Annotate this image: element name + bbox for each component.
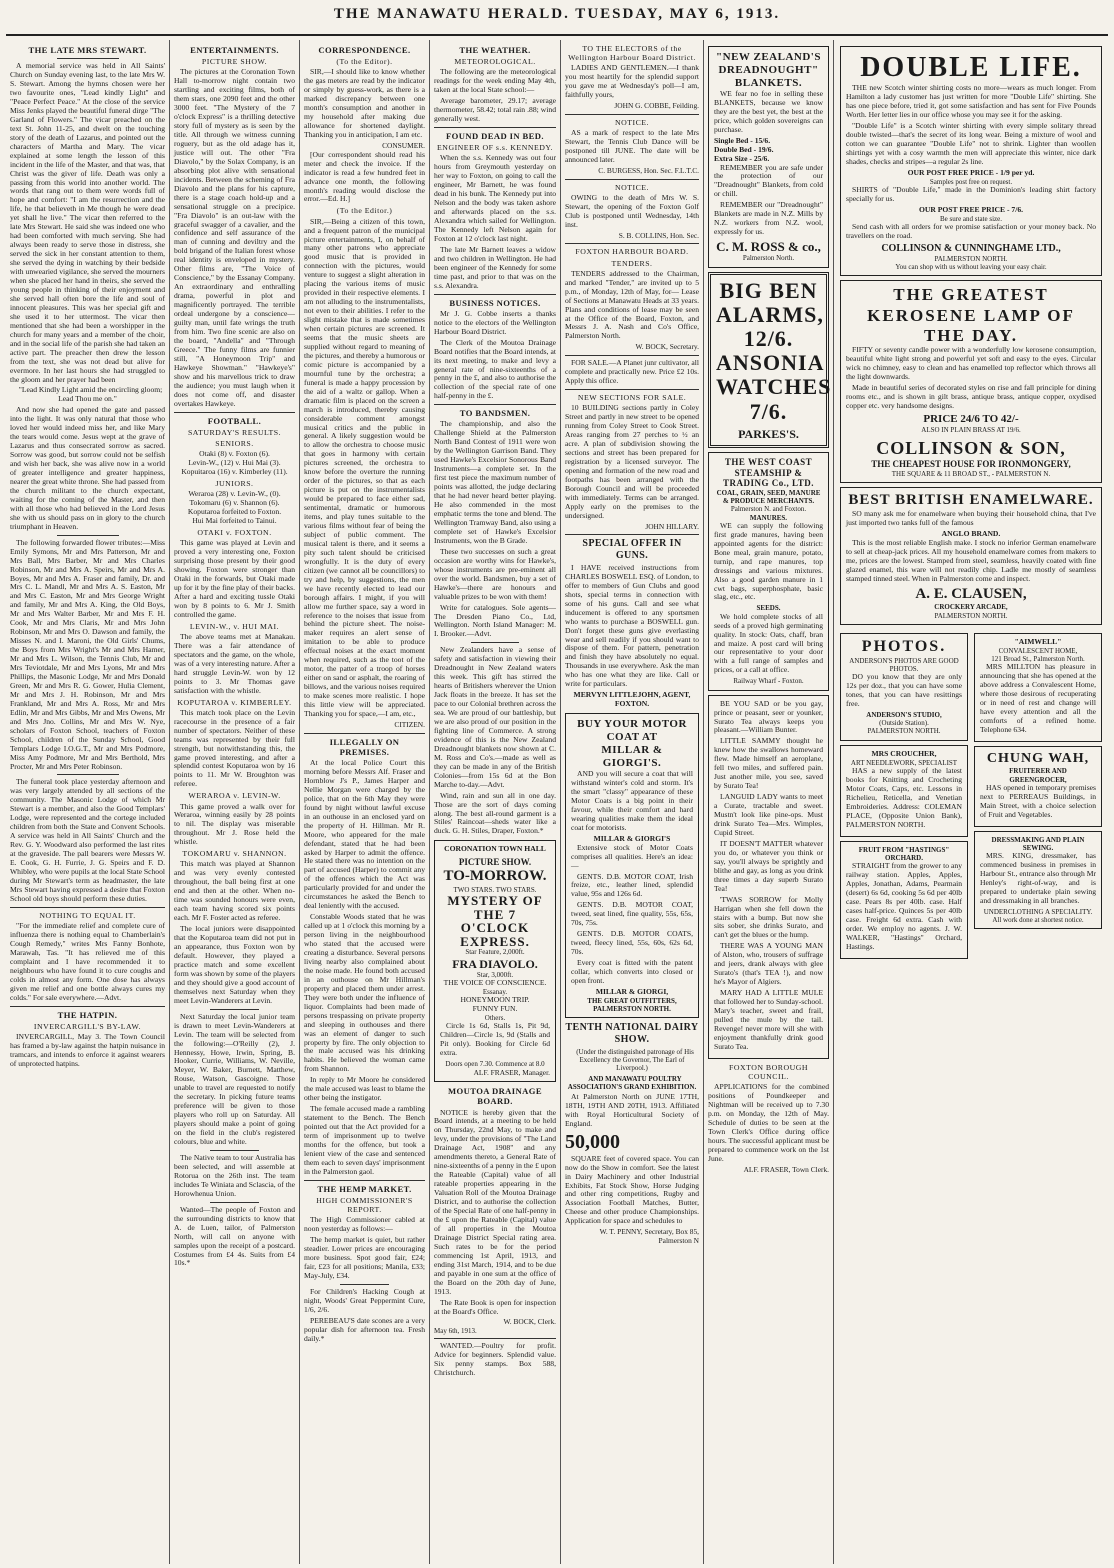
- article-paragraph: For Children's Hacking Cough at night, Woods' Great Peppermint Cure, 1/6, 2/6.: [304, 1287, 425, 1314]
- ad-subtitle: ANDERSON'S PHOTOS ARE GOOD PHOTOS.: [849, 656, 959, 673]
- ad-big-number: 50,000: [565, 1131, 620, 1154]
- result-line: Levin-W., (12) v. Hui Mai (3).: [188, 458, 281, 468]
- result-line: Hui Mai forfeited to Tainui.: [192, 515, 277, 525]
- notice-body: 10 BUILDING sections partly in Coley Street and partly in new street to be opened running from Coley Street to Cook Street. Areas ranging from 27 perches to ½ an acre. A plan of subdivision showing the sections and street has been prepared for registration by a licensed surveyor. The opening and formation of the new road and footpaths has been arranged with the Borough Council and will be proceeded with immediately. Terms can be arranged. Apply early on the premises to the undersigned.: [565, 403, 699, 520]
- editor-note: [Our correspondent should read his meter and check the invoice. If the indicator is read a few hundred feet in advance one month, the following month's reading would disclose the error.—Ed. H.]: [304, 149, 425, 204]
- ad-heading: MANURES.: [749, 513, 788, 522]
- article-paragraph: The High Commissioner cabled at noon yesterday as follows:—: [304, 1215, 425, 1234]
- article-paragraph: Wind, rain and sun all in one day. Those are the sort of days coming along. The best all-round garment is a Stiles' Raincoat—sheds water like a duck. G. H. Stiles, Draper, Foxton.*: [434, 790, 556, 836]
- ad-body: FIFTY or seventy candle power with a wonderfully low kerosene consumption, beautiful white light strong and powerful yet soft and easy to the eyes. Circular wick no chimney, easy to clean and has enamelled top reflector which throws all the light downwards.: [846, 345, 1096, 382]
- article-paragraph: This game was played at Levin and proved a very interesting one, Foxton surprising those present by their good showing. Foxton were stronger than Otaki in the forwards, but Otaki made up for it by the fine play of their backs. After a hard and exciting tussle Otaki won by 8 points to 6. Mr J. Smith controlled the game.: [174, 538, 295, 619]
- ad-signature: MILLAR & GIORGI,: [595, 986, 669, 996]
- fruiterer-ad: [974, 746, 1102, 827]
- ad-place: PALMERSTON NORTH.: [934, 254, 1008, 263]
- match-title: KOPUTAROA v. KIMBERLEY.: [177, 697, 292, 707]
- article-title: THE HEMP MARKET.: [317, 1183, 412, 1194]
- match-title: OTAKI v. FOXTON.: [197, 527, 272, 537]
- notice-body: AS a mark of respect to the late Mrs Stewart, the Tennis Club Dance will be postponed till JUNE. The date will be announced later.: [565, 128, 699, 164]
- article-paragraph: A memorial service was held in All Saints' Church on Sunday evening last, to the late Mrs W. S. Stewart. Among the hymns chosen were her two favourite ones, "Lead kindly Light" and "Peace Perfect Peace." At the close of the service Miss Jenks played the beautiful funeral dirge "The Garland of Flowers." The vicar preached on the text St. John 11-25, and dwelt on the touching story of the death of Lazarus, and pointed out the characters of Martha and Mary. The vicar explained at some length the lesson of this incident in the life of the Master, and that was, that Christ was the giver of life. Death was only a passing from this world into another world. The words that rang out to them were words full of hope and comfort: "I am the resurrection and the life, he that believeth in Me though he were dead yet shall he live." The vicar then referred to the late Mrs Stewart. He said she was indeed one who had been comforted with much serving. She had always been ready to serve those in distress, she served the sick in her constant attention to them, she served the dying in watching by their bedside with unwearied vigilance, she served the mourners when she placed her hand in theirs, she served the young people in thinking of their enjoyment and she served hall often bore the life and soul of innocent pleasures. This was her special gift and she used it to her uttermost. The vicar then mentioned that she had been a worshipper in the church for many years and a member of the choir, and in the social life of the parish she had taken an active part. The preacher then drew the lesson from the text, she was not dead but alive for evermore. In her last hours she had struggled to the gloom and her prayer had been: [10, 61, 165, 384]
- ad-title: CORONATION TOWN HALL: [444, 844, 546, 854]
- ad-shop: MILLAR & GIORGI'S.: [601, 744, 663, 770]
- ad-title: BUY YOUR MOTOR COAT AT: [577, 718, 687, 744]
- ad-item: GENTS. D.B. MOTOR COATS, tweed, fleecy lined, 55s, 60s, 62s 6d, 70s.: [571, 929, 693, 957]
- ad-title: THE WEST COAST STEAMSHIP & TRADING Co., LTD.: [723, 457, 814, 489]
- article-paragraph: The hemp market is quiet, but rather steadier. Lower prices are encouraging more business. Spot good fair, £24; fair, £23 for all positions; Manila, £33; May-July, £34.: [304, 1235, 425, 1281]
- article-paragraph: This match took place on the Levin racecourse in the presence of a fair number of spectators. Neither of these teams was represented by their full strength, but notwithstanding this, the game proved interesting, and after a splendid contest Koputaroa won by 16 points to 11. Mr W. Broughton was referee.: [174, 707, 295, 789]
- ad-signature: MERVYN LITTLEJOHN, AGENT, FOXTON.: [573, 690, 691, 709]
- notice-body: LADIES AND GENTLEMEN.—I thank you most heartily for the splendid support you gave me at Wednesday's poll—I am, faithfully yours,: [565, 63, 699, 100]
- ad-shop: COLLINSON & CUNNINGHAME LTD.,: [881, 242, 1061, 254]
- notice-subtitle: TENDERS.: [611, 258, 653, 268]
- ad-headline: WATCHES: [716, 374, 832, 400]
- ad-stars: TWO STARS. TWO STARS.: [453, 885, 537, 894]
- ad-film-note: Star, 3,000ft.: [476, 970, 514, 979]
- ad-body: AND you will secure a coat that will withstand winter's cold and storm. It's the smart "classy" appearance of these Motor Coats is a big point in their favour, while their comfort and hard wearing qualities make them the ideal coat for motorists.: [571, 769, 693, 832]
- tea-verse: LANGUID LADY wants to meet a Curate, tractable and sweet. Mustn't look like pine-ops. Must drink Surato Tea—Mrs. Wimples, Cupid Street.: [714, 792, 823, 837]
- tea-verse: LITTLE SAMMY thought he knew how the swallows homeward flew. Made himself an aeroplane, fell two miles, and suffered pain. Just another mile, you see, saved by Surato Tea!: [714, 736, 823, 791]
- ad-place: PALMERSTON NORTH.: [934, 611, 1008, 620]
- price-line: Extra Size - 25/6.: [714, 153, 770, 163]
- ad-body: REMEMBER you are safe under the protection of our "Dreadnought" Blankets, from cold or chill.: [714, 162, 823, 199]
- ad-body: THE new Scotch winter shirting costs no more—wears as much longer. From Hamilton a lady customer has just written for more "Double Life" shirting. She has one piece before, tried it, got some satisfaction and has sent for Five Pounds Worth. Her letter lies in our office whose you may see it for the asking.: [846, 83, 1096, 119]
- ad-brand: ANGLO BRAND.: [941, 528, 1001, 538]
- article-title: TO BANDSMEN.: [459, 408, 531, 419]
- notice-signature: C. BURGESS, Hon. Sec. F.L.T.C.: [598, 165, 699, 175]
- section-title: ENTERTAINMENTS.: [190, 45, 279, 55]
- ad-feature-film: FRA DIAVOLO.: [452, 956, 538, 971]
- dressmaking-ad: [974, 831, 1102, 930]
- ad-body: Made in beautiful series of decorated styles on rise and fall principle for dining rooms etc., and is shown in gilt brass, antique brass, antique copper, oxydised copper etc. very handsome designs.: [846, 383, 1096, 411]
- notice-body: NOTICE is hereby given that the Board intends, at a meeting to be held on Thursday, 22nd May, to make and levy, under the provisions of "The Land Drainage Act, 1908" and any amendments thereto, a General Rate of nine-sixteenths of a penny in the £ upon the Rateable (Capital) value of all rateable properties appearing in the Valuation Roll of the Moutoa Drainage District, and to authorise the collection of the Special Rate of one half-penny in the £ upon the Rateable (Capital) value of all properties in the Moutoa Drainage District Special rating area. Such rates to be for the period commencing 1st April, 1913, and ending 31st March, 1914, and to be due and payable in one sum at the office of the Board on the 20th day of June, 1913.: [434, 1107, 556, 1296]
- ad-body: HAS a new supply of the latest books for Knitting and Crocheting Motor Coats, Caps, etc. Lessons in Richelieu, Reticella, and Venetian Embroideries. Address: COLEMAN PLACE, (Opposite Union Bank), PALMERSTON NORTH.: [846, 765, 962, 829]
- article-subtitle: SATURDAY'S RESULTS.: [187, 427, 282, 437]
- ad-note: All work done at shortest notice.: [992, 916, 1084, 925]
- article-paragraph: Write for catalogues. Sole agents—The Dresden Piano Co., Ltd, Wellington. North Island Manager: M. I. Brooker.—Advt.: [434, 602, 556, 639]
- article-subtitle: (To the Editor.): [336, 206, 393, 216]
- divider: [434, 404, 556, 405]
- ad-body: HAS opened in temporary premises next to PERREAUS Buildings, in Main Street, with a choice selection of Fruit and Vegetables.: [980, 782, 1096, 819]
- notice-signature: W. BOCK, Clerk.: [503, 1317, 556, 1327]
- divider: [210, 1009, 258, 1010]
- notice-signature: ALF. FRASER, Town Clerk.: [743, 1164, 829, 1174]
- divider: [340, 1284, 388, 1285]
- convalescent-home-ad: [974, 633, 1102, 742]
- ad-film: Others.: [484, 1014, 506, 1023]
- notice-body: The Rate Book is open for inspection at the Board's Office.: [434, 1297, 556, 1316]
- ad-address: 121 Broad St., Palmerston North.: [991, 654, 1085, 663]
- ad-body: Send cash with all orders for we promise satisfaction or your money back. No travellers on the road.: [846, 221, 1096, 240]
- ad-body: SO many ask me for enamelware when buying their household china, that I've just imported two tanks full of the famous: [846, 508, 1096, 527]
- ad-film: HONEYMOON TRIP.: [460, 995, 530, 1005]
- ad-place: PALMERSTON NORTH.: [867, 727, 941, 736]
- ad-headline: ANSONIA: [716, 350, 825, 376]
- motor-coat-ad: [565, 713, 699, 1018]
- alarms-watches-ad: [708, 272, 832, 448]
- ad-doors: Doors open 7.30. Commence at 8.0: [445, 1060, 545, 1069]
- ad-subtitle: CONVALESCENT HOME,: [998, 646, 1078, 655]
- column-7: [833, 40, 1108, 1564]
- ad-body: REMEMBER our "Dreadnought" Blankets are made in N.Z. Mills by N.Z. workers from N.Z. wool, expressly for us.: [714, 200, 823, 237]
- divider: [434, 1338, 556, 1339]
- ad-body: I HAVE received instructions from CHARLES BOSWELL ESQ. of London, to offer to members of Gun Clubs and good shots, special terms in connection with some of his guns. Call and see what inducement is offered to any sportsmen who wants to purchase a BOSWELL gun. Don't forget these guns give everlasting wear and sell readily if you should want to dispose of them. For pattern, penetration and finish they have absolutely no equal. Thousands in use everywhere. Ask the man who has one what they are like. Call or write for particulars.: [565, 562, 699, 689]
- divider: [434, 294, 556, 295]
- notice-signature: JOHN G. COBBE, Feilding.: [614, 101, 699, 111]
- ad-subtitle: THE CHEAPEST HOUSE FOR IRONMONGERY,: [871, 459, 1071, 470]
- article-paragraph: The pictures at the Coronation Town Hall to-morrow night contain two startling and exciting films, both of them stars, one 2090 feet and the other 3000 feet. "The Mystery of the 7 o'clock Express" is a thrilling detective story full of mystery as is seen by the title. All through we witness cunning roguery, but as the old adage has it, justice will out. The other "Fra Diavolo," by the Solax Company, is an absorbing plot alive with sensational incidents. Between the scheming of Fra Diavolo and the plans for his capture, there is a stage coach hold-up and a sensational struggle on a precipice. "Fra Diavolo" is an out-law with the graceful swagger of a cavalier, and the confidence and self assurance of the man of cunning and deviltry and the bold brigand of the Italian forest whose real identity is enveloped in mystery. Other films are, "The Voice of Conscience," by the Essanay Company. An extraordinary and enthralling drama, powerful in plot and magnificently portrayed. The terrible ordeal undergone by a conscience—guilty man, until fate wrings the truth from him. Two fine scenic are also on the board, "Andella" and "Through Greece." The funny films are funnier still, "A Honeymoon Trip" and Hawkeye Showman." "Hawkeye's" show and his marvellous trick to draw the audience; you must laugh when it does not come off, and disaster overtakes Hawkeye.: [174, 67, 295, 408]
- ad-subtitle: COAL, GRAIN, SEED, MANURE & PRODUCE MERCHANTS.: [716, 488, 821, 506]
- divider: [10, 1006, 165, 1007]
- ad-price: PRICE 24/6 TO 42/-: [923, 412, 1019, 425]
- ad-signature: THE GREAT OUTFITTERS,: [587, 996, 677, 1005]
- result-line: Otaki (8) v. Foxton (6).: [199, 449, 270, 459]
- ad-shop: PARKES'S.: [738, 426, 799, 441]
- column-1: [6, 40, 169, 1564]
- hymn-quote: "Lead Kindly Light amid the encircling gloom; Lead Thou me on.": [18, 385, 163, 404]
- ad-headline: PHOTOS.: [861, 637, 947, 655]
- column-2: [169, 40, 299, 1564]
- notice-signature: W. BOCK, Secretary.: [635, 342, 699, 352]
- ad-subtitle: CROCKERY ARCADE,: [934, 603, 1008, 612]
- article-paragraph: Constable Woods stated that he was called up at 1 o'clock this morning by a person living in the neighbourhood who stated that the accused were creating a disturbance. Several persons living nearby also complained about the noise made. He found both accused in an outhouse on Mr Hillman's property and placed them under arrest. They were both under the influence of liquor. Complaints had been made of persons trespassing on private property and sleeping in outhouses and there was an element of danger to such property by fire. The only objection to the male accused was his drinking habits. He believed the woman came from Shannon.: [304, 912, 425, 1074]
- ad-body: DO you know that they are only 12s per doz., that you can have some tones, that you can have resittings free.: [846, 672, 962, 709]
- ad-title: SPECIAL OFFER IN GUNS.: [582, 538, 682, 562]
- ad-body: We hold complete stocks of all seeds of a proved high germinating quality. In stock: Oats, chaff, bran and maize. A post card will bring our representative to your door with a full range of samples and prices, or a call at office.: [714, 611, 823, 675]
- divider: [210, 1202, 258, 1203]
- divider: [565, 355, 699, 356]
- ad-headline: THE GREATEST KEROSENE LAMP OF THE DAY.: [867, 285, 1075, 345]
- ad-address: Railway Wharf - Foxton.: [733, 677, 804, 686]
- ad-shop: ANDERSON'S STUDIO,: [866, 710, 942, 719]
- ad-feature-film: MYSTERY OF THE 7 O'CLOCK EXPRESS.: [447, 892, 543, 949]
- article-paragraph: When the s.s. Kennedy was out four hours from Greymouth yesterday on her way to Foxton, on going to call the engineer, Mr Barnett, he was found dead in his bunk. The Kennedy put into Nelson and the body was taken ashore and afterwards placed on the s.s. Alexandra which sailed for Wellington. The Kennedy left Nelson again for Foxton at 12 o'clock last night.: [434, 153, 556, 243]
- notice-title: NEW SECTIONS FOR SALE.: [577, 392, 687, 402]
- notice-signature: JOHN HILLARY.: [645, 521, 699, 531]
- notice-title: NOTICE.: [614, 182, 650, 192]
- tea-verse: BE YOU SAD or be you gay, prince or peasant, seer or younker, Surato Tea always keeps you pleasant.—William Bunter.: [714, 698, 823, 735]
- article-paragraph: Mr J. G. Cobbe inserts a thanks notice to the electors of the Wellington Harbour Board District.: [434, 308, 556, 336]
- notice-title: TO THE ELECTORS of the Wellington Harbour Board District.: [568, 44, 696, 63]
- article-paragraph: INVERCARGILL, May 3. The Town Council has framed a by-law against the hatpin nuisance in tramcars, and intends to enforce it against wearers of unprotected hatpins.: [10, 1031, 165, 1068]
- needlework-ad: [840, 745, 968, 837]
- small-ads-row: [840, 629, 1102, 963]
- ad-shop: MILLAR & GIORGI'S: [593, 833, 671, 843]
- divider: [210, 1150, 258, 1151]
- ad-shop: COLLINSON & SON,: [876, 438, 1066, 459]
- kerosene-lamp-ad: [840, 280, 1102, 483]
- article-paragraph: New Zealanders have a sense of safety and satisfaction in viewing their Dreadnought in New Zealand waters this week. This gift has stirred the hearts of Britishers wherever the Union Jack floats in the breeze. It has set the pace to our Colonial brethren across the sea. We are proud of our battleship, but we are also proud of our position in the fighting line of Commerce. A strong evidence of this is the New Zealand Dreadnought blankets now shown at C. M. Ross and Co's.—made as well as they can be made in any of the British Colonies—from 15s 6d at the Bon Marche to-day.—Advt.: [434, 645, 556, 789]
- article-paragraph: Wanted—The people of Foxton and the surrounding districts to know that A. de Luen, tailor, of Palmerston North, will call on anyone with samples upon the receipt of a postcard. Costumes from £4 4s. Suits from £4 10s.*: [174, 1204, 295, 1268]
- ad-headline: BIG BEN: [719, 277, 818, 303]
- tea-verse: THERE WAS A YOUNG MAN of Alston, who, trousers of suffrage and jeers, drank always with glee Surato's (that's TEA !), and now he's Mayor of Algiers.: [714, 941, 823, 987]
- ad-prices: Circle 1s 6d, Stalls 1s, Pit 9d, Children—Circle 1s, 9d (Stalls and Pit only). Booking for Circle 6d extra.: [440, 1021, 550, 1058]
- results-heading: JUNIORS.: [215, 478, 254, 488]
- small-ads-left: [840, 629, 968, 963]
- ad-item: Every coat is fitted with the patent collar, which converts into closed or open front.: [571, 958, 693, 985]
- article-paragraph: The following are the meteorological readings for the week ending May 4th, taken at the local State school:—: [434, 67, 556, 95]
- article-paragraph: And now she had opened the gate and passed into the light. It was only natural that those who loved her would indeed miss her, and like Mary the tears would come. Jesus wept at the grave of Lazarus and thus consecrated sorrow as sacred. Sorrow was good, but sorrow could not be selfish and wish her back, she was alive now in a world of greater intelligence and greater happiness, nearer the great white throne. She had passed from the church militant to the church expectant, waiting for the coming of the Master, and then with all those who had believed in the Lord Jesus she with us should pass on in glory to the church triumphant in Heaven.: [10, 405, 165, 531]
- ad-address: THE SQUARE & 11 BROAD ST., - PALMERSTON N.: [891, 470, 1051, 479]
- article-subtitle: ENGINEER OF s.s. KENNEDY.: [437, 143, 553, 153]
- ad-subtitle: UNDERCLOTHING A SPECIALITY.: [983, 907, 1093, 916]
- letter-signature: CONSUMER.: [382, 140, 425, 150]
- ad-body: MRS. KING, dressmaker, has commenced business in premises in Harbour St., entrance also through Mr Henley's right-of-way, and is prepared to undertake plain sewing and dressmaking in all branches.: [980, 851, 1096, 905]
- article-title: ILLEGALLY ON PREMISES.: [329, 736, 400, 757]
- tea-verse: MARY HAD A LITTLE MULE that followed her to Sunday-school. Mary's teacher, sweet and frail, pulled the mule by the tail. Revenge! never more will she with enjoyment thankfully drink good Surato Tea.: [714, 988, 823, 1051]
- ad-note: Be sure and state size.: [939, 214, 1002, 223]
- blankets-ad: [708, 46, 829, 268]
- notice-title: MOUTOA DRAINAGE BOARD.: [448, 1086, 542, 1107]
- ad-subtitle: (Under the distinguished patronage of His Excellency the Governor, The Earl of Liverpool.): [576, 1047, 694, 1073]
- surato-tea-ads: [708, 695, 829, 1059]
- notice-signature: S. B. COLLINS, Hon. Sec.: [618, 230, 699, 240]
- ad-subtitle: ART NEEDLEWORK, SPECIALIST: [850, 758, 958, 767]
- small-ads-right: [974, 629, 1102, 963]
- notice-body: OWING to the death of Mrs W. S. Stewart, the opening of the Foxton Golf Club is postponed until Wednesday, 14th inst.: [565, 192, 699, 229]
- ad-film: FUNNY FUN.: [472, 1004, 518, 1014]
- ad-signature: W. T. PENNY, Secretary, Box 85, Palmerston N: [599, 1227, 699, 1245]
- ad-body: SQUARE feet of covered space. You can now do the Show in comfort. See the latest in Dairy Machinery and other Industrial Exhibits, Fat Stock Show, Horse Judging and other ring competitions, Rugby and Association Football Matches, Butter, Cheese and other produce Championships. Application for space and schedules to: [565, 1153, 699, 1226]
- double-life-ad: [840, 46, 1102, 276]
- divider: [471, 642, 520, 643]
- classified: FOR SALE.—A Planet junr cultivator, all complete and practically new. Price £2 10s. Apply this office.: [565, 358, 699, 386]
- ad-headline: FRUIT FROM "HASTINGS" ORCHARD.: [858, 845, 950, 862]
- match-title: LEVIN-W., v. HUI MAI.: [189, 621, 280, 631]
- ad-signature: ALF. FRASER, Manager.: [473, 1067, 550, 1077]
- divider: [565, 243, 699, 244]
- ad-film: THE VOICE OF CONSCIENCE.: [443, 978, 547, 988]
- notice-title: NOTICE.: [614, 117, 650, 127]
- divider: [10, 907, 165, 908]
- result-line: Weraroa (28) v. Levin-W., (0).: [188, 489, 281, 499]
- article-paragraph: At the local Police Court this morning before Messrs Alf. Fraser and Hornblow J's P., James Harper and Nellie Morgan were charged by the police, that on the 6th May they were found by night without lawful excuse in an outhouse in an enclosed yard on the property of H. Hillman. Mr R. Moore, who appeared for the male defendant, stated that he had been asked by Harper to admit the offence. He stated there was no intention on the part of accused (Harper) to commit any of the offences which the Act was particularly provided for and under the circumstances he asked the Bench to deal leniently with the accused.: [304, 757, 425, 911]
- divider: [57, 774, 119, 775]
- ad-price: OUR POST FREE PRICE - 1/9 per yd.: [907, 167, 1035, 177]
- photos-ad: [840, 633, 968, 741]
- ad-body: At Palmerston North on JUNE 17TH, 18TH, 19TH AND 20TH, 1913. Affiliated with Royal Horticultural Society of England.: [565, 1092, 699, 1129]
- ad-body: WE fear no foe in selling these BLANKETS, because we know they are the best yet, the best at the price, which golden sovereigns can purchase.: [714, 88, 823, 134]
- divider: [174, 412, 295, 413]
- match-title: TOKOMARU v. SHANNON.: [182, 849, 287, 859]
- ad-headline: BEST BRITISH ENAMELWARE.: [848, 492, 1094, 509]
- divider: [565, 179, 699, 180]
- ad-price: ALSO IN PLAIN BRASS AT 19/6.: [921, 425, 1021, 434]
- article-paragraph: The Clerk of the Moutoa Drainage Board notifies that the Board intends, at its next meeting, to make and levy a general rate of nine-sixteenths of a penny in the £, and also to authorise the collection of the special rate of one half-penny in the £.: [434, 337, 556, 401]
- article-title: THE HATPIN.: [57, 1009, 118, 1020]
- result-line: Koputaroa forfeited to Foxton.: [187, 507, 282, 517]
- article-paragraph: This game proved a walk over for Weraroa, winning easily by 28 points to nil. The display was miserable throughout. Mr J. Rose held the whistle.: [174, 801, 295, 847]
- ad-headline: DRESSMAKING AND PLAIN SEWING.: [991, 835, 1085, 852]
- ad-title: TENTH NATIONAL DAIRY SHOW.: [565, 1022, 699, 1046]
- column-6: [703, 40, 833, 1564]
- ad-headline: CHUNG WAH,: [986, 750, 1090, 766]
- article-title: THE LATE MRS STEWART.: [28, 45, 147, 55]
- notice-title: FOXTON BOROUGH COUNCIL.: [729, 1062, 808, 1081]
- ad-body: This is the most reliable English make. I stock no inferior German enamelware to sell at cheap-jack prices. All my household enamelware comes from makers to me, prices are the lowest. Stamped from steel, seamless, heavily coated with fine glazed enamel, this ware will not readily chip. Ladle me mostly of seamless stamped tinned steel. When in Palmerston come and inspect.: [846, 537, 1096, 583]
- divider: [565, 534, 699, 535]
- notice-date: May 6th, 1913.: [434, 1327, 477, 1336]
- price-line: Single Bed - 15/6.: [714, 135, 771, 145]
- article-paragraph: These two successes on such a great occasion are worthy wins for Hawke's, whose instruments are pre-eminent all over the world. Bandsmen, buy a set of Hawke's—there are honours and valuable prizes to be won with them!: [434, 546, 556, 601]
- ad-title: "NEW ZEALAND'S DREADNOUGHT" BLANKETS.: [716, 51, 821, 89]
- article-subtitle: INVERCARGILL'S BY-LAW.: [33, 1021, 142, 1031]
- article-paragraph: In reply to Mr Moore he considered the male accused was least to blame the other being the instigator.: [304, 1075, 425, 1103]
- ad-price: 7/6.: [749, 398, 788, 424]
- ad-body: Extensive stock of Motor Coats comprises all qualities. Here's an idea:—: [571, 842, 693, 870]
- article-paragraph: PEREBEAU'S date scones are a very popular dish for afternoon tea. Fresh daily.*: [304, 1315, 425, 1343]
- divider: [304, 1180, 425, 1181]
- masthead: THE MANAWATU HERALD. TUESDAY, MAY 6, 1913.: [333, 6, 781, 22]
- ad-body: MRS MILLTON has pleasure in announcing that she has opened at the above address a Convalescent Home, where those desirous of recuperating or in need of rest and change will have every attention and all the comforts of a refined home. Telephone 634.: [980, 662, 1096, 734]
- ad-heading: SEEDS.: [756, 604, 781, 613]
- ad-body: "Double Life" is a Scotch winter shirting with every simple solitary thread double twisted—that's the secret of its long wear. Being a mixture of wool and cotton we can guarantee "Double Life" not to shrink. Lighter than woollen shirtings yet with a cosy warmth the men will appreciate this winter, nice dark shades, checks and stripes—a regular 2s line.: [846, 120, 1096, 166]
- ad-signature: PALMERSTON NORTH.: [593, 1005, 671, 1014]
- divider: [565, 114, 699, 115]
- ad-headline: "AIMWELL": [1014, 636, 1062, 646]
- section-title: CORRESPONDENCE.: [318, 45, 411, 55]
- article-title: NOTHING TO EQUAL IT.: [39, 910, 136, 920]
- article-paragraph: The Native team to tour Australia has been selected, and will assemble at Rotorua on the 26th inst. The team includes Te Winiata and Sclascia, of the Horowhenua Union.: [174, 1153, 295, 1198]
- ad-shop: A. E. CLAUSEN,: [915, 585, 1027, 602]
- enamelware-ad: [840, 487, 1102, 625]
- ad-place: Palmerston North.: [742, 254, 795, 263]
- divider: [57, 535, 119, 536]
- divider: [565, 389, 699, 390]
- ad-body: WE can supply the following first grade manures, having been appointed agents for the district: Bone meal, grain manure, potato, turnip, and rape manures, top dressings and various mixtures. Also a good garden manure in 1 cwt bags, superphosphate, basic slag, etc., etc.: [714, 520, 823, 602]
- article-paragraph: Average barometer, 29.17; average thermometer, 58.42; total rain .88; wind generally west.: [434, 96, 556, 124]
- letter-body: SIR,—Being a citizen of this town, and a frequent patron of the municipal picture entertainments, I, on behalf of many other patrons who appreciate good music that is provided in connection with the pictures, would venture to suggest a slight alteration in placing the various items of music provided in their respective elements. I am not alluding to the instrumentalists, not even to their abilities. I refer to the slight mistake that is made sometimes when certain pictures are screened. It seems that the music sheets are supplied without regard to meaning of the pictures, and thereby a humorous or comic picture is accompanied by a mournful tune by the orchestra; a funeral is made a happy procession by the aid of a waltz or gallop. When a dramatic film is placed on the screen a march is introduced, thereby causing considerable comment amongst musical critics and the public in general. A likely suggestion would be to allow the orchestra to choose music that goes in harmony with certain pictures screened, the orchestra to know before the overture the running order of the pictures, so that as each picture is put on the instrumentalists would be prepared to face either sad, sentimental, dramatic or humorous items, and play tunes suitable to the various films without fear of being the subject of public comment. The musical talent is there, and it seems a pity such talent should be criticised wrongfully. It is the duty of every citizen (we cannot all be councillors) to try and help, by suggestions, the men we have recently elected to lead our borough affairs. I might, if you will allow me further space, say a word in reference to the noises that issue from behind the picture sheet. The noise-maker requires an alert sense of imitation to be able to produce effectual noises at the exact moment when required, such as the toot of the motor, the patter of a troop of horses either on sand or asphalt, the roaring of billows, and the various noises required to make scenes more realistic. I hope this little view will be appreciated. Thanking you for space,—I am, etc.,: [304, 216, 425, 719]
- match-title: WERAROA v. LEVIN-W.: [188, 791, 281, 801]
- letter-signature: CITIZEN.: [394, 719, 425, 729]
- tea-verse: IT DOESN'T MATTER whatever you do, or whatever you think or say, you'll always be sprightly and blithe and gay, as long as you drink three times a day superb Surato Tea!: [714, 838, 823, 893]
- column-4: [429, 40, 560, 1564]
- ad-subtitle: AND MANAWATU POULTRY ASSOCIATION'S GRAND EXHIBITION.: [567, 1074, 697, 1091]
- article-paragraph: The following forwarded flower tributes:—Miss Emily Symons, Mr and Mrs Patterson, Mr and Mrs Ball, Mrs Barber, Mr and Mrs Charles Robinson, Mr and Mrs A. Speirs, Mr and Mrs A. Boyes, Mr and Mrs A. Fraser and family, Dr. and Mrs C. L. Mandl, Mr and Mrs A. S. Easton, Mr and Mrs C. Easton, Mr and Mrs George Wright and family, Mr and Mrs A. King, the Old Boys, Mr and Mrs Walter Barber, Mr and Mrs F. H. Cook, Mr and Mrs Claris, Mr and Mrs John Robinson, Mr and Mrs O. Dawson and family, the Misses N. and I. Maroni, the Old Girls' Chums, the Boys from Mrs Wright's Mr and Mrs Hamer, Mr and Mrs L. Wilson, the Tennis Club, Mr and Mrs Teviotdale, Mr and Mrs Lyons, Mr and Mrs Phillips, the Masonic Lodge, Mr and Mrs Donald Green, Mr and Mrs R. G. Gower, Hulia Clement, Mr and Mrs J. H. Robinson, Mr and Mrs Frankland, Mr and Mrs A. Ross, Mr and Mrs Edlin, Mr and Mrs Gibbs, Mr and Mrs Owens, Mr and Mrs Jno. Collins, Mr and Mrs W. Nye, scholars of Foxton School, teachers of Foxton School, children of the Sunday School, Good Templars Lodge I.O.G.T., Mr and Mrs Podmore, Miss Amy Podmore, Mr and Mrs Berthold, Mrs Procter, Mr and Mrs Peter Robinson.: [10, 537, 165, 771]
- section-title: THE WEATHER.: [459, 45, 531, 55]
- column-3: [299, 40, 429, 1564]
- ad-headline: DOUBLE LIFE.: [860, 52, 1082, 83]
- ad-item: GENTS. D.B. MOTOR COAT, tweed, seat lined, fine quality, 55s, 65s, 70s, 75s.: [571, 900, 693, 928]
- ad-film-note: Essanay.: [482, 988, 508, 997]
- picture-show-ad: [434, 840, 556, 1082]
- article-paragraph: The female accused made a rambling statement to the Bench. The Bench pointed out that the Act provided for a term of imprisonment up to twelve months for the offence, but took a lenient view of the case and sentenced them each to seven days' imprisonment in the Palmerston gaol.: [304, 1104, 425, 1176]
- ad-item: GENTS. D.B. MOTOR COAT, Irish freize, etc., leather lined, splendid value, 95s and 126s 6d.: [571, 871, 693, 899]
- results-heading: SENIORS.: [215, 438, 254, 448]
- article-title: FOUND DEAD IN BED.: [446, 131, 544, 142]
- letter-body: SIR,—I should like to know whether the gas meters are read by the indicator or simply by guess-work, as there is a marked discrepancy between one month's consumption and another in my household after making due allowance for shortened daylight. Thanking you in anticipation, I am etc.: [304, 67, 425, 139]
- ad-subtitle: FRUITERER AND GREENGROCER,: [1009, 767, 1067, 784]
- divider: [434, 127, 556, 128]
- article-paragraph: The championship, and also the Challenge Shield at the Palmerston North Band Contest of 1911 were won by the Wellington Garrison Band. They used Hawke's Excelsior Sonorous Band Instruments—a complete set. In the first test piece the maximum number of points was allotted, the judge declaring that he had never heard better playing. He also commended in the most emphatic terms the tone and blend. The Wellington Tramway Band, also using a complete set of Hawke's Excelsior Instruments, won the B Grade.: [434, 419, 556, 545]
- tea-verse: 'TWAS SORROW for Molly Harrigan when she fell down the stairs with a bump. But now she sits sober, she drinks Surato, and can't get the blues or the hump.: [714, 894, 823, 940]
- ad-place: Palmerston N. and Foxton.: [730, 505, 807, 514]
- column-5: [560, 40, 703, 1564]
- ad-place: (Outside Station).: [879, 719, 929, 728]
- article-paragraph: The above teams met at Manakau. There was a fair attendance of spectators and the game, on the whole, was of a very interesting nature. After a hard struggle Levin-W. won by 12 points to 3. Mr Thomas gave satisfaction with the whistle.: [174, 631, 295, 695]
- ad-when: TO-MORROW.: [443, 867, 547, 884]
- ad-shop: C. M. ROSS & co.,: [716, 239, 821, 255]
- article-subtitle: METEOROLOGICAL.: [454, 57, 536, 67]
- article-paragraph: The local juniors were disappointed that the Koputaroa team did not put in an appearance, thus Foxton won by default. However, they played a practice match and some excellent form was shown by some of the players and they should give a good account of themselves next Saturday when they meet Levin-Wanderers at Levin.: [174, 924, 295, 1005]
- article-subtitle: HIGH COMMISSIONER'S REPORT.: [316, 1195, 413, 1215]
- article-subtitle: PICTURE SHOW.: [201, 57, 268, 67]
- notice-body: TENDERS addressed to the Chairman, and marked "Tender," are invited up to 5 p.m., of Monday, 12th of May, for— Lease of Sections at Manawatu Heads at 33 years. Plans and conditions of lease may be seen at the Office of the Board, Foxton, and Messrs J. A. Nash and Co's Office, Palmerston North.: [565, 268, 699, 341]
- article-paragraph: This match was played at Shannon and was very evenly contested throughout, the ball being first at one end and then at the other. When no-time was sounded honours were even, each team having scored six points each. Mr F. Foster acted as referee.: [174, 859, 295, 923]
- divider: [304, 733, 425, 734]
- newspaper-page: [6, 34, 1108, 1564]
- classified: WANTED.—Poultry for profit. Advice for beginners. Splendid value. Six penny stamps. Box 588, Christchurch.: [434, 1341, 556, 1378]
- article-title: BUSINESS NOTICES.: [449, 297, 541, 308]
- article-paragraph: The late Mr Barnett leaves a widow and two children in Wellington. He had been engineer of the Kennedy for some time past, and prior to that was on the s.s. Alexandra.: [434, 244, 556, 290]
- ad-headline: MRS CROUCHER,: [871, 748, 937, 758]
- ad-price: OUR POST FREE PRICE - 7/6.: [918, 204, 1024, 214]
- result-line: Tokomaru (6) v. Shannon (6).: [189, 498, 280, 508]
- ad-note: You can shop with us without leaving your easy chair.: [895, 262, 1047, 271]
- ad-subtitle: PICTURE SHOW.: [458, 857, 532, 868]
- article-paragraph: "For the immediate relief and complete cure of influenza there is nothing equal to Chamberlain's Cough Remedy," writes Mrs Fanny Bonhote, Marawah, Tas. "It has relieved me of this complaint and I have recommended it to neighbours who have found it to cure coughs and colds in almost any form. One dose has always given me relief and one bottle always cures my colds." For sale everywhere.—Advt.: [10, 921, 165, 1002]
- notice-title: FOXTON HARBOUR BOARD.: [575, 247, 689, 257]
- ad-price: 12/6.: [743, 326, 794, 352]
- result-line: Kopuitaroa (16) v. Kimberley (11).: [181, 466, 288, 476]
- article-paragraph: The funeral took place yesterday afternoon and was very largely attended by all sections of the community. The Masonic Lodge of which Mr Stewart is a member, and also the Good Templars' Lodge, were represented and the cortege included children from both the State and Convent Schools. A service was held in All Saints' Church and the Rev. G. Y. Woodward also performed the last rites at the graveside. The pall bearers were Messrs W. E. Cook, G. H. Furrie, J. G. Speirs and F. D. Whibley, who were pupils at the local State School during Mr Stewart's term as headmaster, the late Mrs Stewart having expressed a desire that Foxton School old boys should perform these duties.: [10, 777, 165, 903]
- price-line: Double Bed - 19/6.: [714, 144, 774, 154]
- divider: [57, 58, 119, 59]
- ad-film-note: Star Feature, 2,000ft.: [465, 948, 525, 957]
- west-coast-ad: [708, 452, 829, 691]
- ad-headline: ALARMS,: [716, 301, 824, 327]
- ad-note: Samples post free on request.: [929, 177, 1013, 186]
- article-paragraph: Next Saturday the local junior team is drawn to meet Levin-Wanderers at Levin. The team will be selected from the following:—O'Reilly (2), J. Hennessy, Howe, Irwin, Spring, B. Hooker, Currie, Williams, W. Neville, Meyer, W. Baker, Burnett, Matthew, Rouse, Watson, Gascoigne. Those unable to travel are requested to notify the secretary. In picking future teams preference will be given to those players who roll up on Saturday. All players should make a point of going on the field in the club's registered colours, blue and white.: [174, 1011, 295, 1147]
- section-title: FOOTBALL.: [207, 415, 262, 426]
- ad-body: SHIRTS of "Double Life," made in the Dominion's leading shirt factory specially for us.: [846, 184, 1096, 203]
- ad-body: STRAIGHT from the grower to any railway station. Apples, Apples, Apples, Jonathan, Adams, Pearmain (desert) 6s 6d, cooking 5s 6d per 40lb case. Pears 8s per 40lb. case. Half cases half-price. Quinces 5s per 40lb case. Freight 6d extra. Cash with order. We employ no agents. J. W. WALKER, "Hastings" Orchard, Hastings.: [846, 861, 962, 951]
- notice-body: APPLICATIONS for the combined positions of Poundkeeper and Nightman will be received up to 7.30 p.m. on Monday, the 12th of May. Schedule of duties to be seen at the Town Clerk's Office during office hours. The successful applicant must be prepared to commence work on the 1st June.: [708, 1082, 829, 1163]
- article-subtitle: (To the Editor).: [336, 57, 393, 67]
- fruit-ad: [840, 841, 968, 959]
